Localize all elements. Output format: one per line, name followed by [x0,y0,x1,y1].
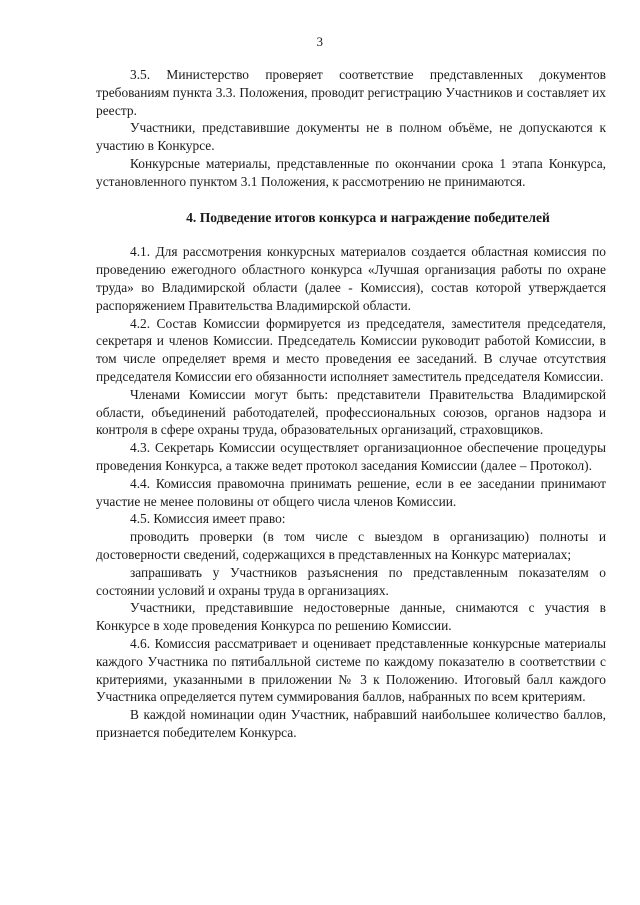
paragraph-4-6: 4.6. Комиссия рассматривает и оценивает представленные конкурсные материалы каждого Участника по пятибалльной системе по каждому показателю в соответствии с критериями, указанными в приложении № 3 к Положению. Итоговый балл каждого Участника определяется путем суммирования баллов, набранных по всем критериям. [96,635,606,705]
paragraph-3-5: 3.5. Министерство проверяет соответствие представленных документов требованиям пункта 3.3. Положения, проводит регистрацию Участников и составляет их реестр. [96,67,606,118]
paragraph-incomplete-docs: Участники, представившие документы не в полном объёме, не допускаются к участию в Конкурсе. [96,120,606,154]
document-body [96,66,606,742]
paragraph-4-3: 4.3. Секретарь Комиссии осуществляет организационное обеспечение процедуры проведения Конкурса, а также ведет протокол заседания Комиссии (далее – Протокол). [96,440,606,473]
paragraph-false-data: Участники, представившие недостоверные данные, снимаются с участия в Конкурсе в ходе проведения Конкурса по решению Комиссии. [96,600,606,634]
paragraph-commission-members: Членами Комиссии могут быть: представители Правительства Владимирской области, объединений работодателей, профессиональных союзов, органов надзора и контроля в сфере охраны труда, образовательных организаций, страховщиков. [96,386,606,438]
paragraph-winner: В каждой номинации один Участник, набравший наибольшее количество баллов, признается победителем Конкурса. [96,707,606,740]
paragraph-clarifications: запрашивать у Участников разъяснения по представленным показателям о состоянии условий и охраны труда в организациях. [96,564,606,598]
paragraph-checks: проводить проверки (в том числе с выездом в организацию) полноты и достоверности сведений, содержащихся в представленных на Конкурс материалах; [96,529,606,562]
section-heading: 4. Подведение итогов конкурса и награждение победителей [186,209,550,225]
paragraph-4-2: 4.2. Состав Комиссии формируется из председателя, заместителя председателя, секретаря и членов Комиссии. Председатель Комиссии руководит работой Комиссии, в том числе определяет время и место проведения ее заседаний. В случае отсутствия председателя Комиссии его обязанности исполняет заместитель председателя Комиссии. [96,315,606,384]
paragraph-late-materials: Конкурсные материалы, представленные по окончании срока 1 этапа Конкурса, установленного пунктом 3.1 Положения, к рассмотрению не принимаются. [96,155,606,189]
paragraph-4-4: 4.4. Комиссия правомочна принимать решение, если в ее заседании принимают участие не менее половины от общего числа членов Комиссии. [96,475,606,509]
paragraph-4-1: 4.1. Для рассмотрения конкурсных материалов создается областная комиссия по проведению ежегодного областного конкурса «Лучшая организация работы по охране труда» во Владимирской области (далее - Комиссия), состав которой утверждается распоряжением Правительства Владимирской области. [96,244,606,313]
page-number: 3 [316,34,324,49]
paragraph-4-5: 4.5. Комиссия имеет право: [130,511,286,527]
